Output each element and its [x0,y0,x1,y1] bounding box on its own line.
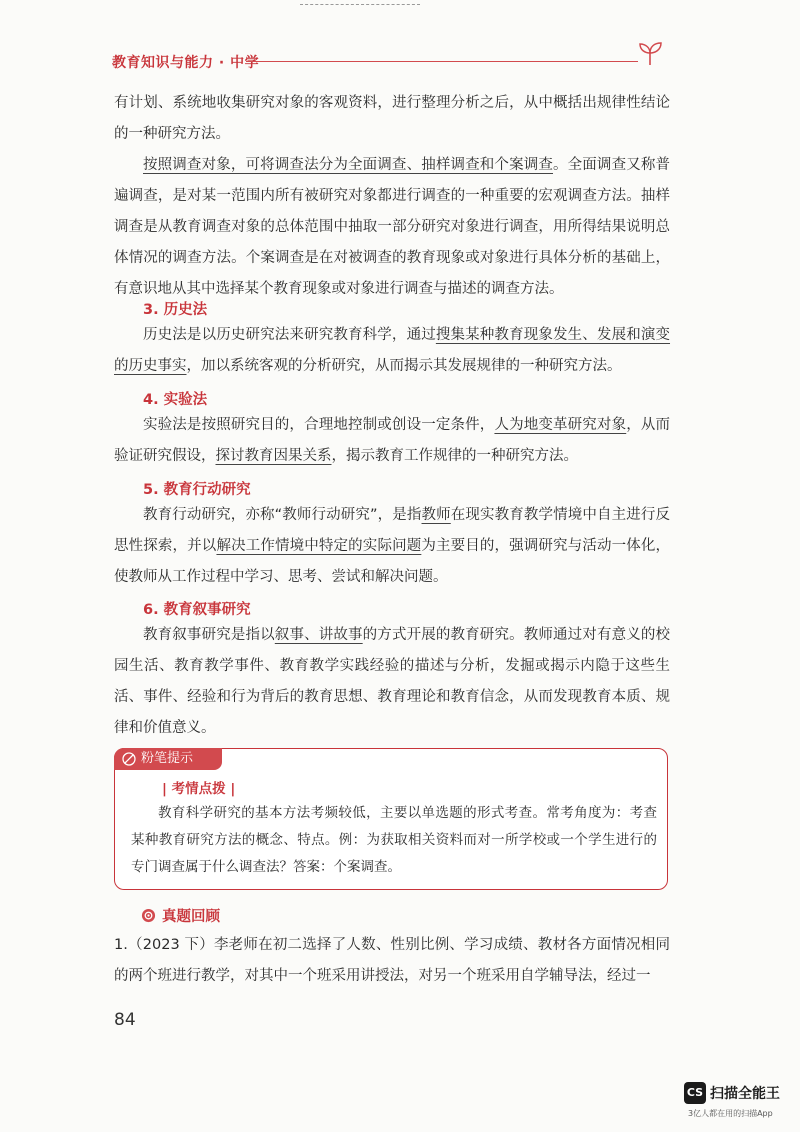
exam-question-1: 1.（2023 下）李老师在初二选择了人数、性别比例、学习成绩、教材各方面情况相同的两个班进行教学，对其中一个班采用讲授法，对另一个班采用自学辅导法，经过一 [114,937,670,984]
header-rule [246,61,638,62]
page-number: 84 [114,1010,136,1030]
gear-icon [141,908,156,923]
running-header-title: 教育知识与能力 · 中学 [112,55,260,71]
paragraph-action-research: 教育行动研究，亦称“教师行动研究”，是指教师在现实教育教学情境中自主进行反思性探索，并以解决工作情境中特定的实际问题为主要目的，强调研究与活动一体化，使教师从工作过程中学习、思考、尝试和解决问题。 [114,507,671,585]
heading-narrative-research: 6. 教育叙事研究 [143,602,251,618]
scanner-app-name: 扫描全能王 [710,1086,780,1102]
tip-body: 教育科学研究的基本方法考频较低，主要以单选题的形式考查。常考角度为：考查某种教育研究方法的概念、特点。例：为获取相关资料而对一所学校或一个学生进行的专门调查属于什么调查法？答案：个案调查。 [131,805,657,875]
paragraph-experimental-method: 实验法是按照研究目的，合理地控制或创设一定条件，人为地变革研究对象，从而验证研究假设，探讨教育因果关系，揭示教育工作规律的一种研究方法。 [114,417,671,464]
paragraph-narrative-research: 教育叙事研究是指以叙事、讲故事的方式开展的教育研究。教师通过对有意义的校园生活、教育教学事件、教育教学实践经验的描述与分析，发掘或揭示内隐于这些生活、事件、经验和行为背后的教育思想、教育理论和教育信念，从而发现教育本质、规律和价值意义。 [114,627,671,736]
paragraph-survey-types: 按照调查对象，可将调查法分为全面调查、抽样调查和个案调查。全面调查又称普遍调查，是对某一范围内所有被研究对象都进行调查的一种重要的宏观调查方法。抽样调查是从教育调查对象的总体范围中抽取一部分研究对象进行调查，用所得结果说明总体情况的调查方法。个案调查是在对被调查的教育现象或对象进行具体分析的基础上，有意识地从其中选择某个教育现象或对象进行调查与描述的调查方法。 [114,157,670,297]
scanner-slogan: 3亿人都在用的扫描App [688,1109,773,1118]
top-edge-marks [300,4,420,5]
tip-tab-label: 粉笔提示 [141,751,194,766]
paragraph-survey-def-end: 有计划、系统地收集研究对象的客观资料，进行整理分析之后，从中概括出规律性结论的一种研究方法。 [114,95,670,142]
heading-experimental-method: 4. 实验法 [143,392,208,408]
tip-subtitle: | 考情点拨 | [162,781,236,797]
underline-survey-types: 按照调查对象，可将调查法分为全面调查、抽样调查和个案调查 [143,157,553,173]
heading-historical-method: 3. 历史法 [143,302,208,318]
tip-tab [114,748,222,770]
heading-action-research: 5. 教育行动研究 [143,482,251,498]
paragraph-historical-method: 历史法是以历史研究法来研究教育科学，通过搜集某种教育现象发生、发展和演变的历史事实，加以系统客观的分析研究，从而揭示其发展规律的一种研究方法。 [114,327,671,374]
exam-review-title: 真题回顾 [162,909,220,925]
chalk-icon [122,752,136,766]
scanner-logo: CS [684,1082,706,1104]
sprout-icon [637,40,663,66]
